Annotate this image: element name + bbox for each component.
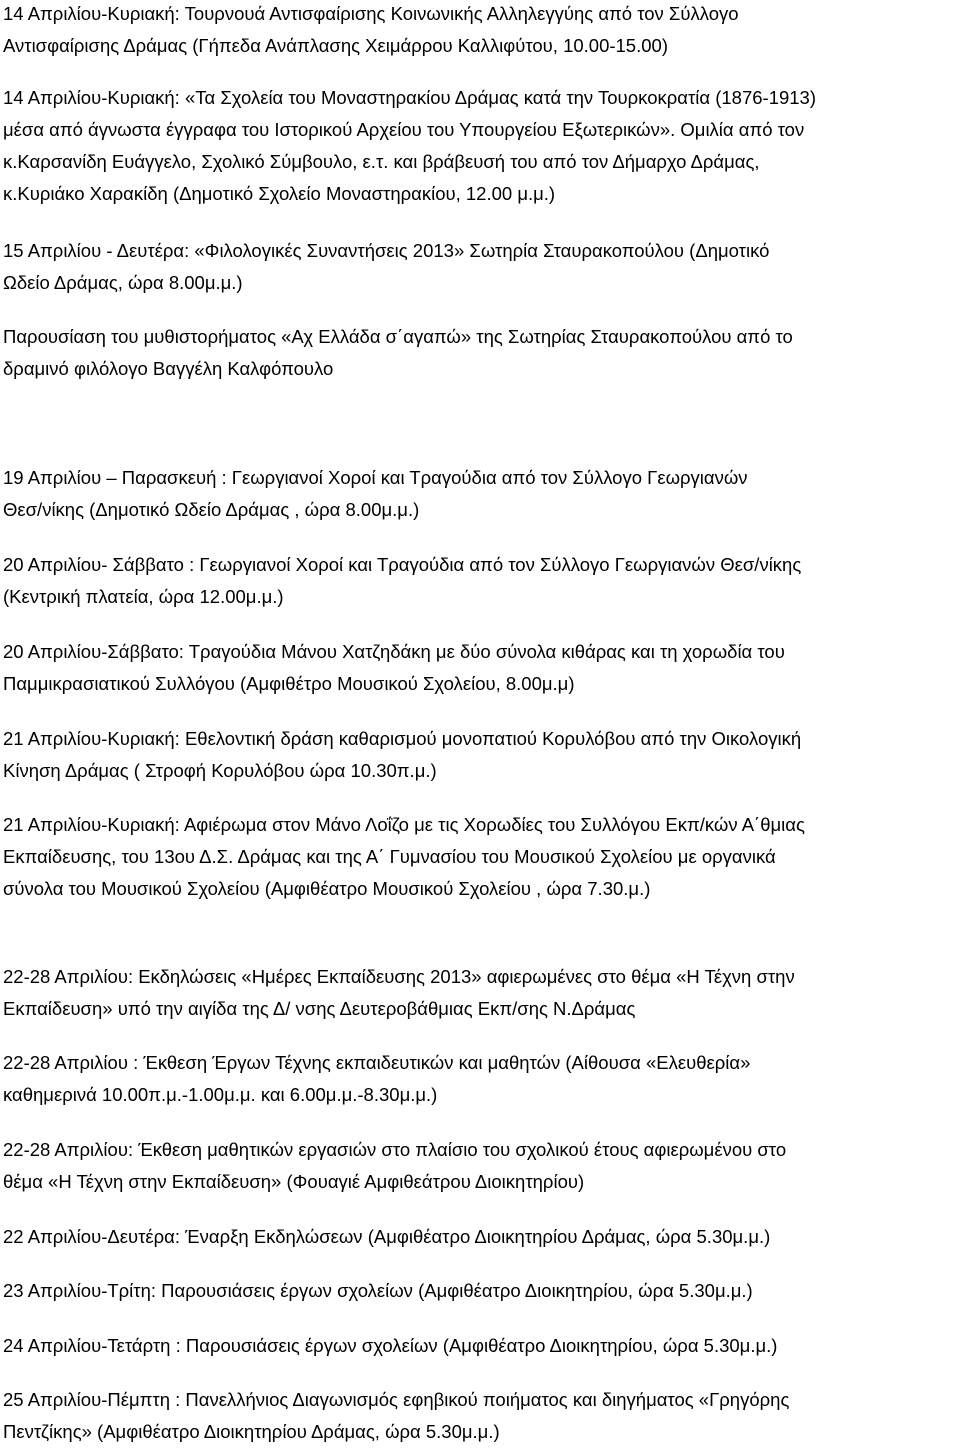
text-line: 22-28 Απριλίου: Εκδηλώσεις «Ημέρες Εκπαίδευσης 2013» αφιερωμένες στο θέμα «Η Τέχνη στην: [3, 966, 795, 987]
event-paragraph: [3, 462, 953, 526]
text-line: Κίνηση Δράμας ( Στροφή Κορυλόβου ώρα 10.30π.μ.): [3, 760, 437, 781]
event-paragraph: [3, 636, 953, 700]
event-paragraph: [3, 1384, 953, 1448]
event-paragraph: [3, 549, 953, 613]
event-paragraph: [3, 961, 953, 1025]
text-line: (Κεντρική πλατεία, ώρα 12.00μ.μ.): [3, 586, 284, 607]
event-paragraph: [3, 1047, 953, 1111]
text-line: 20 Απριλίου-Σάββατο: Τραγούδια Μάνου Χατζηδάκη με δύο σύνολα κιθάρας και τη χορωδία του: [3, 641, 785, 662]
event-paragraph: [3, 1330, 953, 1362]
event-paragraph: [3, 82, 953, 210]
text-line: 22-28 Απριλίου : Έκθεση Έργων Τέχνης εκπαιδευτικών και μαθητών (Αίθουσα «Ελευθερία»: [3, 1052, 751, 1073]
text-line: 25 Απριλίου-Πέμπτη : Πανελλήνιος Διαγωνισμός εφηβικού ποιήματος και διηγήματος «Γρηγόρης: [3, 1389, 790, 1410]
event-paragraph: [3, 1134, 953, 1198]
text-line: Εκπαίδευσης, του 13ου Δ.Σ. Δράμας και της Α΄ Γυμνασίου του Μουσικού Σχολείου με οργανικά: [3, 846, 776, 867]
text-line: 14 Απριλίου-Κυριακή: «Τα Σχολεία του Μοναστηρακίου Δράμας κατά την Τουρκοκρατία (1876-1913): [3, 87, 817, 108]
text-line: 19 Απριλίου – Παρασκευή : Γεωργιανοί Χοροί και Τραγούδια από τον Σύλλογο Γεωργιανών: [3, 467, 748, 488]
event-paragraph: [3, 723, 953, 787]
text-line: Παρουσίαση του μυθιστορήματος «Αχ Ελλάδα σ΄αγαπώ» της Σωτηρίας Σταυρακοπούλου από το: [3, 326, 793, 347]
text-line: Ωδείο Δράμας, ώρα 8.00μ.μ.): [3, 272, 243, 293]
event-paragraph: [3, 235, 953, 299]
text-line: δραμινό φιλόλογο Βαγγέλη Καλφόπουλο: [3, 358, 334, 379]
text-line: 21 Απριλίου-Κυριακή: Εθελοντική δράση καθαρισμού μονοπατιού Κορυλόβου από την Οικολογική: [3, 728, 802, 749]
text-line: 15 Απριλίου - Δευτέρα: «Φιλολογικές Συναντήσεις 2013» Σωτηρία Σταυρακοπούλου (Δημοτικό: [3, 240, 770, 261]
event-paragraph: [3, 0, 953, 62]
event-paragraph: [3, 809, 953, 905]
text-line: κ.Καρσανίδη Ευάγγελο, Σχολικό Σύμβουλο, ε.τ. και βράβευσή του από τον Δήμαρχο Δράμας,: [3, 151, 760, 172]
text-line: Παμμικρασιατικού Συλλόγου (Αμφιθέτρο Μουσικού Σχολείου, 8.00μ.μ): [3, 673, 575, 694]
text-line: 14 Απριλίου-Κυριακή: Τουρνουά Αντισφαίρισης Κοινωνικής Αλληλεγγύης από τον Σύλλογο: [3, 3, 739, 24]
text-line: Αντισφαίρισης Δράμας (Γήπεδα Ανάπλασης Χειμάρρου Καλλιφύτου, 10.00-15.00): [3, 35, 668, 56]
text-line: 20 Απριλίου- Σάββατο : Γεωργιανοί Χοροί και Τραγούδια από τον Σύλλογο Γεωργιανών Θεσ/νίκης: [3, 554, 802, 575]
text-line: Θεσ/νίκης (Δημοτικό Ωδείο Δράμας , ώρα 8.00μ.μ.): [3, 499, 420, 520]
text-line: 21 Απριλίου-Κυριακή: Αφιέρωμα στον Μάνο Λοΐζο με τις Χορωδίες του Συλλόγου Εκπ/κών Α΄θμιας: [3, 814, 805, 835]
event-paragraph: [3, 321, 953, 385]
event-paragraph: [3, 1221, 953, 1253]
text-line: κ.Κυριάκο Χαρακίδη (Δημοτικό Σχολείο Μοναστηρακίου, 12.00 μ.μ.): [3, 183, 556, 204]
text-line: καθημερινά 10.00π.μ.-1.00μ.μ. και 6.00μ.μ.-8.30μ.μ.): [3, 1084, 438, 1105]
text-line: Εκπαίδευση» υπό την αιγίδα της Δ/ νσης Δευτεροβάθμιας Εκπ/σης Ν.Δράμας: [3, 998, 636, 1019]
text-line: 24 Απριλίου-Τετάρτη : Παρουσιάσεις έργων σχολείων (Αμφιθέατρο Διοικητηρίου, ώρα 5.30μ.μ.): [3, 1335, 778, 1356]
event-paragraph: [3, 1275, 953, 1307]
text-line: σύνολα του Μουσικού Σχολείου (Αμφιθέατρο Μουσικού Σχολείου , ώρα 7.30.μ.): [3, 878, 651, 899]
text-line: 22 Απριλίου-Δευτέρα: Έναρξη Εκδηλώσεων (Αμφιθέατρο Διοικητηρίου Δράμας, ώρα 5.30μ.μ.): [3, 1226, 771, 1247]
text-line: Πεντζίκης» (Αμφιθέατρο Διοικητηρίου Δράμας, ώρα 5.30μ.μ.): [3, 1421, 500, 1442]
text-line: μέσα από άγνωστα έγγραφα του Ιστορικού Αρχείου του Υπουργείου Εξωτερικών». Ομιλία από τον: [3, 119, 805, 140]
text-line: 23 Απριλίου-Τρίτη: Παρουσιάσεις έργων σχολείων (Αμφιθέατρο Διοικητηρίου, ώρα 5.30μ.μ.): [3, 1280, 753, 1301]
text-line: θέμα «Η Τέχνη στην Εκπαίδευση» (Φουαγιέ Αμφιθεάτρου Διοικητηρίου): [3, 1171, 585, 1192]
text-line: 22-28 Απριλίου: Έκθεση μαθητικών εργασιών στο πλαίσιο του σχολικού έτους αφιερωμένου στο: [3, 1139, 787, 1160]
